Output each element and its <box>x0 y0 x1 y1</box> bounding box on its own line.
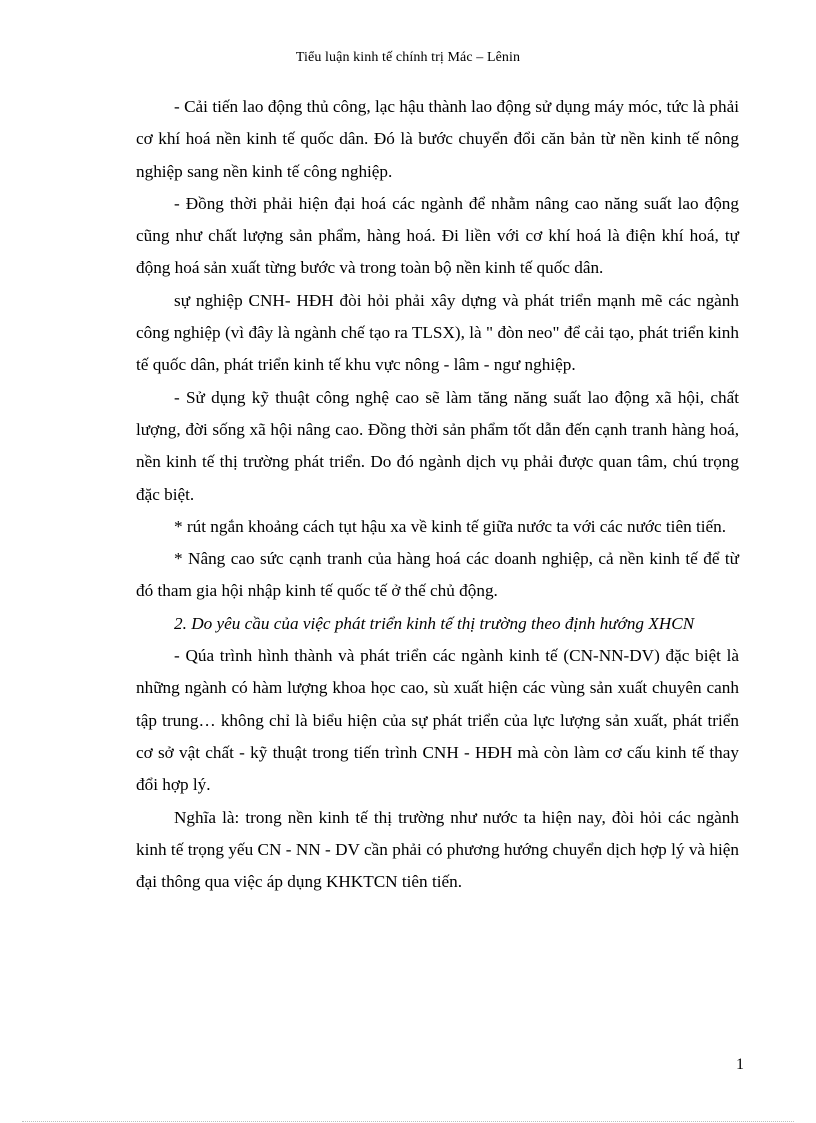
paragraph-economic-sectors: - Qúa trình hình thành và phát triển các ngành kinh tế (CN-NN-DV) đặc biệt là những ngành có hàm lượng khoa học cao, sù xuất hiện các vùng sản xuất chuyên canh tập trung… không chỉ là biểu hiện của sự phát triển của lực lượng sản xuất, phát triển cơ sở vật chất - kỹ thuật trong tiến trình CNH - HĐH mà còn làm cơ cấu kinh tế thay đổi hợp lý. <box>136 646 739 795</box>
paragraph-competitiveness: * Nâng cao sức cạnh tranh của hàng hoá các doanh nghiệp, cả nền kinh tế để từ đó tham gia hội nhập kinh tế quốc tế ở thế chủ động. <box>136 549 739 601</box>
section-heading-market-economy: 2. Do yêu cầu của việc phát triển kinh tế thị trường theo định hướng XHCN <box>174 613 695 633</box>
paragraph-meaning: Nghĩa là: trong nền kinh tế thị trường như nước ta hiện nay, đòi hỏi các ngành kinh tế trọng yếu CN - NN - DV cần phải có phương hướng chuyển dịch hợp lý và hiện đại thông qua việc áp dụng KHKTCN tiên tiến. <box>136 807 739 892</box>
page-bottom-divider <box>22 1121 794 1122</box>
paragraph-shorten-gap: * rút ngắn khoảng cách tụt hậu xa về kinh tế giữa nước ta với các nước tiên tiến. <box>174 516 727 536</box>
running-header: Tiểu luận kinh tế chính trị Mác – Lênin <box>295 50 521 65</box>
paragraph-high-technology: - Sử dụng kỹ thuật công nghệ cao sẽ làm tăng năng suất lao động xã hội, chất lượng, đời sống xã hội nâng cao. Đồng thời sản phẩm tốt dẫn đến cạnh tranh hàng hoá, nền kinh tế thị trường phát triển. Do đó ngành dịch vụ phải được quan tâm, chú trọng đặc biệt. <box>136 387 739 504</box>
paragraph-industrial-development: sự nghiệp CNH- HĐH đòi hỏi phải xây dựng và phát triển mạnh mẽ các ngành công nghiệp (vì đây là ngành chế tạo ra TLSX), là " đòn neo" để cải tạo, phát triển kinh tế quốc dân, phát triển kinh tế khu vực nông - lâm - ngư nghiệp. <box>136 290 739 375</box>
page-number: 1 <box>736 1056 744 1073</box>
document-body <box>136 91 739 898</box>
paragraph-modernization: - Đồng thời phải hiện đại hoá các ngành để nhằm nâng cao năng suất lao động cũng như chất lượng sản phẩm, hàng hoá. Đi liền với cơ khí hoá là điện khí hoá, tự động hoá sản xuất từng bước và trong toàn bộ nền kinh tế quốc dân. <box>136 193 739 278</box>
paragraph-mechanization: - Cải tiến lao động thủ công, lạc hậu thành lao động sử dụng máy móc, tức là phải cơ khí hoá nền kinh tế quốc dân. Đó là bước chuyển đổi căn bản từ nền kinh tế nông nghiệp sang nền kinh tế công nghiệp. <box>136 97 739 181</box>
